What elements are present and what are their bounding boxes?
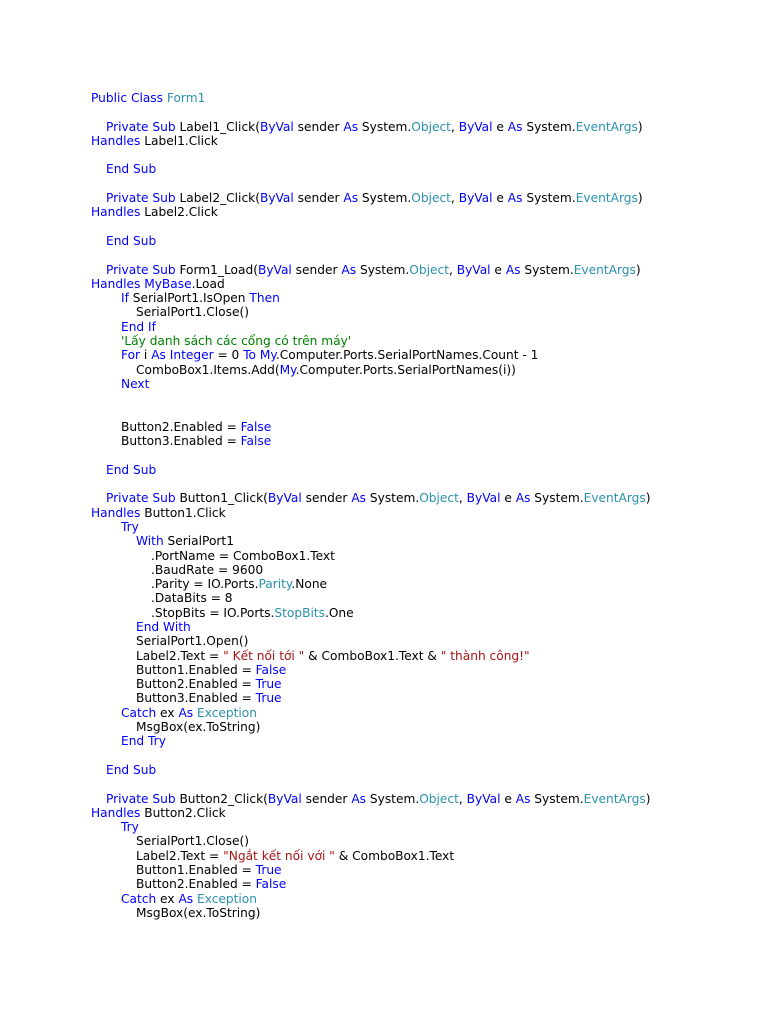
code-listing	[91, 91, 761, 920]
keyword-token: False	[255, 877, 287, 892]
code-line	[91, 506, 761, 520]
keyword-token: ByVal	[267, 791, 302, 806]
code-line	[91, 463, 761, 477]
code-text: sender	[293, 191, 344, 206]
code-line	[91, 234, 761, 248]
code-text: ex	[156, 705, 179, 720]
blank-line	[91, 248, 761, 262]
code-text: .Load	[191, 276, 225, 291]
keyword-token: End Sub	[106, 162, 157, 177]
code-text: .Parity = IO.Ports.	[151, 577, 259, 592]
code-text: SerialPort1	[163, 534, 234, 549]
code-text: SerialPort1.Close()	[136, 305, 249, 320]
code-text: Button2.Enabled =	[136, 677, 256, 692]
code-line	[91, 91, 761, 105]
keyword-token: False	[240, 434, 272, 449]
code-line	[91, 291, 761, 305]
code-text: System.	[366, 491, 420, 506]
code-text: sender	[291, 262, 342, 277]
code-line	[91, 763, 761, 777]
code-line	[91, 277, 761, 291]
keyword-token: ByVal	[466, 791, 501, 806]
code-line	[91, 363, 761, 377]
code-text: )	[645, 491, 651, 506]
type-token: StopBits	[274, 605, 325, 620]
keyword-token: As	[515, 491, 531, 506]
type-token: Exception	[197, 705, 257, 720]
keyword-token: Try	[121, 820, 139, 835]
code-text: SerialPort1.Close()	[136, 834, 249, 849]
keyword-token: ByVal	[257, 262, 292, 277]
keyword-token: Try	[121, 519, 139, 534]
code-text: e	[500, 491, 516, 506]
keyword-token: ByVal	[259, 191, 294, 206]
code-text: Button3.Enabled =	[136, 691, 256, 706]
code-line	[91, 706, 761, 720]
string-literal: " Kết nối tới "	[223, 648, 305, 663]
code-line	[91, 863, 761, 877]
keyword-token: MyBase	[144, 276, 192, 291]
code-text: ,	[448, 262, 457, 277]
code-line	[91, 205, 761, 219]
code-line	[91, 320, 761, 334]
code-text: .Computer.Ports.SerialPortNames.Count - 1	[275, 348, 539, 363]
code-line	[91, 620, 761, 634]
code-text: SerialPort1.IsOpen	[128, 291, 250, 306]
string-literal: " thành công!"	[440, 648, 530, 663]
code-line	[91, 792, 761, 806]
code-line	[91, 134, 761, 148]
code-text: sender	[301, 791, 352, 806]
code-line	[91, 263, 761, 277]
code-text: = 0	[213, 348, 244, 363]
blank-line	[91, 177, 761, 191]
keyword-token: True	[255, 691, 282, 706]
code-line	[91, 649, 761, 663]
code-text: .Computer.Ports.SerialPortNames(i))	[295, 362, 516, 377]
type-token: Object	[419, 491, 459, 506]
keyword-token: Public Class	[91, 91, 167, 105]
code-text: .One	[324, 605, 354, 620]
keyword-token: Private Sub	[106, 119, 180, 134]
code-text: Button2_Click(	[179, 791, 268, 806]
code-text: .PortName = ComboBox1.Text	[151, 548, 335, 563]
keyword-token: As	[351, 491, 366, 506]
code-text: System.	[522, 119, 576, 134]
code-line	[91, 120, 761, 134]
keyword-token: ByVal	[267, 491, 302, 506]
code-line	[91, 634, 761, 648]
blank-line	[91, 477, 761, 491]
code-line	[91, 663, 761, 677]
code-text: ex	[156, 891, 179, 906]
keyword-token: Handles	[91, 133, 141, 148]
code-text: ,	[450, 191, 459, 206]
code-text: )	[645, 791, 651, 806]
keyword-token: Handles	[91, 805, 141, 820]
code-text: System.	[530, 791, 584, 806]
keyword-token: To	[243, 348, 257, 363]
blank-line	[91, 448, 761, 462]
type-token: Form1	[166, 91, 206, 105]
keyword-token: Catch	[121, 705, 157, 720]
code-text: System.	[522, 191, 576, 206]
code-text: SerialPort1.Open()	[136, 634, 249, 649]
keyword-token: For	[121, 348, 141, 363]
keyword-token: As	[505, 262, 521, 277]
code-text: )	[637, 119, 643, 134]
keyword-token: Private Sub	[106, 791, 180, 806]
keyword-token: End Try	[121, 734, 166, 749]
keyword-token: ByVal	[456, 262, 491, 277]
keyword-token: ByVal	[466, 491, 501, 506]
keyword-token: Handles	[91, 205, 141, 220]
code-text: Button3.Enabled =	[121, 434, 241, 449]
type-token: Exception	[197, 891, 257, 906]
blank-line	[91, 749, 761, 763]
code-text: Button2.Enabled =	[121, 419, 241, 434]
keyword-token: Catch	[121, 891, 157, 906]
code-text: & ComboBox1.Text	[334, 848, 455, 863]
keyword-token: With	[136, 534, 164, 549]
code-text: ,	[458, 491, 467, 506]
keyword-token: End Sub	[106, 233, 157, 248]
keyword-token: As	[515, 791, 531, 806]
keyword-token: Next	[121, 376, 150, 391]
code-text: .StopBits = IO.Ports.	[151, 605, 275, 620]
type-token: Object	[409, 262, 449, 277]
type-token: EventArgs	[583, 791, 646, 806]
code-text: e	[500, 791, 516, 806]
code-text: Button1.Click	[140, 505, 226, 520]
blank-line	[91, 391, 761, 405]
code-text: Button1_Click(	[179, 491, 268, 506]
code-line	[91, 534, 761, 548]
keyword-token: Handles	[91, 276, 141, 291]
keyword-token: As	[178, 891, 194, 906]
code-text: Form1_Load(	[179, 262, 258, 277]
code-text: Button2.Enabled =	[136, 877, 256, 892]
keyword-token: Private Sub	[106, 191, 180, 206]
code-line	[91, 420, 761, 434]
code-text: sender	[293, 119, 344, 134]
keyword-token: Private Sub	[106, 262, 180, 277]
code-line	[91, 491, 761, 505]
code-line	[91, 334, 761, 348]
blank-line	[91, 777, 761, 791]
code-text: Label1.Click	[140, 133, 218, 148]
keyword-token: ByVal	[458, 119, 493, 134]
type-token: EventArgs	[573, 262, 636, 277]
code-text: ,	[458, 791, 467, 806]
keyword-token: End Sub	[106, 462, 157, 477]
keyword-token: My	[279, 362, 296, 377]
code-text: System.	[356, 262, 410, 277]
code-text: )	[637, 191, 643, 206]
code-text: .DataBits = 8	[151, 591, 233, 606]
blank-line	[91, 406, 761, 420]
code-text: .None	[291, 577, 328, 592]
code-text: sender	[301, 491, 352, 506]
code-text: Label2_Click(	[179, 191, 260, 206]
keyword-token: True	[255, 677, 282, 692]
code-text: e	[492, 119, 508, 134]
code-text: .BaudRate = 9600	[151, 562, 264, 577]
code-text: i	[140, 348, 152, 363]
code-line	[91, 434, 761, 448]
code-line	[91, 549, 761, 563]
type-token: EventArgs	[583, 491, 646, 506]
code-text: System.	[358, 119, 412, 134]
type-token: Parity	[258, 577, 292, 592]
keyword-token: Private Sub	[106, 491, 180, 506]
type-token: Object	[411, 191, 451, 206]
keyword-token: Then	[249, 291, 280, 306]
code-text: MsgBox(ex.ToString)	[136, 720, 261, 735]
keyword-token: As	[507, 119, 523, 134]
blank-line	[91, 220, 761, 234]
code-line	[91, 906, 761, 920]
keyword-token: As	[351, 791, 366, 806]
keyword-token: ByVal	[458, 191, 493, 206]
blank-line	[91, 105, 761, 119]
code-text: Button1.Enabled =	[136, 863, 256, 878]
code-text: Label2.Text =	[136, 848, 224, 863]
code-line	[91, 191, 761, 205]
keyword-token: Handles	[91, 505, 141, 520]
code-line	[91, 892, 761, 906]
code-line	[91, 577, 761, 591]
code-text: e	[492, 191, 508, 206]
keyword-token: As Integer	[151, 348, 214, 363]
type-token: EventArgs	[575, 191, 638, 206]
code-line	[91, 734, 761, 748]
keyword-token: As	[507, 191, 523, 206]
keyword-token: As	[341, 262, 357, 277]
code-text: Label1_Click(	[179, 119, 260, 134]
code-line	[91, 563, 761, 577]
code-text: Label2.Click	[140, 205, 218, 220]
keyword-token: If	[121, 291, 129, 306]
code-text: System.	[366, 791, 420, 806]
code-line	[91, 691, 761, 705]
code-line	[91, 348, 761, 362]
code-line	[91, 305, 761, 319]
code-line	[91, 806, 761, 820]
keyword-token: As	[178, 705, 194, 720]
keyword-token: False	[255, 662, 287, 677]
code-line	[91, 820, 761, 834]
code-line	[91, 877, 761, 891]
keyword-token: My	[259, 348, 276, 363]
type-token: EventArgs	[575, 119, 638, 134]
code-text: MsgBox(ex.ToString)	[136, 905, 261, 920]
code-line	[91, 849, 761, 863]
keyword-token: End With	[136, 619, 191, 634]
code-text: System.	[358, 191, 412, 206]
code-text: System.	[530, 491, 584, 506]
keyword-token: False	[240, 419, 272, 434]
code-line	[91, 677, 761, 691]
keyword-token: As	[343, 191, 359, 206]
code-line	[91, 520, 761, 534]
blank-line	[91, 148, 761, 162]
code-line	[91, 834, 761, 848]
code-text: e	[490, 262, 506, 277]
code-text: ,	[450, 119, 459, 134]
type-token: Object	[419, 791, 459, 806]
type-token: Object	[411, 119, 451, 134]
code-text: Button2.Click	[140, 805, 226, 820]
keyword-token: End If	[121, 319, 156, 334]
code-text: ComboBox1.Items.Add(	[136, 362, 280, 377]
code-text: Button1.Enabled =	[136, 662, 256, 677]
keyword-token: ByVal	[259, 119, 294, 134]
code-text: & ComboBox1.Text &	[304, 648, 441, 663]
code-line	[91, 377, 761, 391]
code-text: System.	[520, 262, 574, 277]
string-literal: "Ngắt kết nối với "	[223, 848, 335, 863]
code-line	[91, 162, 761, 176]
code-line	[91, 606, 761, 620]
code-line	[91, 591, 761, 605]
keyword-token: As	[343, 119, 359, 134]
keyword-token: True	[255, 863, 282, 878]
keyword-token: End Sub	[106, 762, 157, 777]
code-text: )	[635, 262, 641, 277]
code-line	[91, 720, 761, 734]
code-text: Label2.Text =	[136, 648, 224, 663]
comment-text: 'Lấy danh sách các cổng có trên máy'	[121, 334, 352, 349]
